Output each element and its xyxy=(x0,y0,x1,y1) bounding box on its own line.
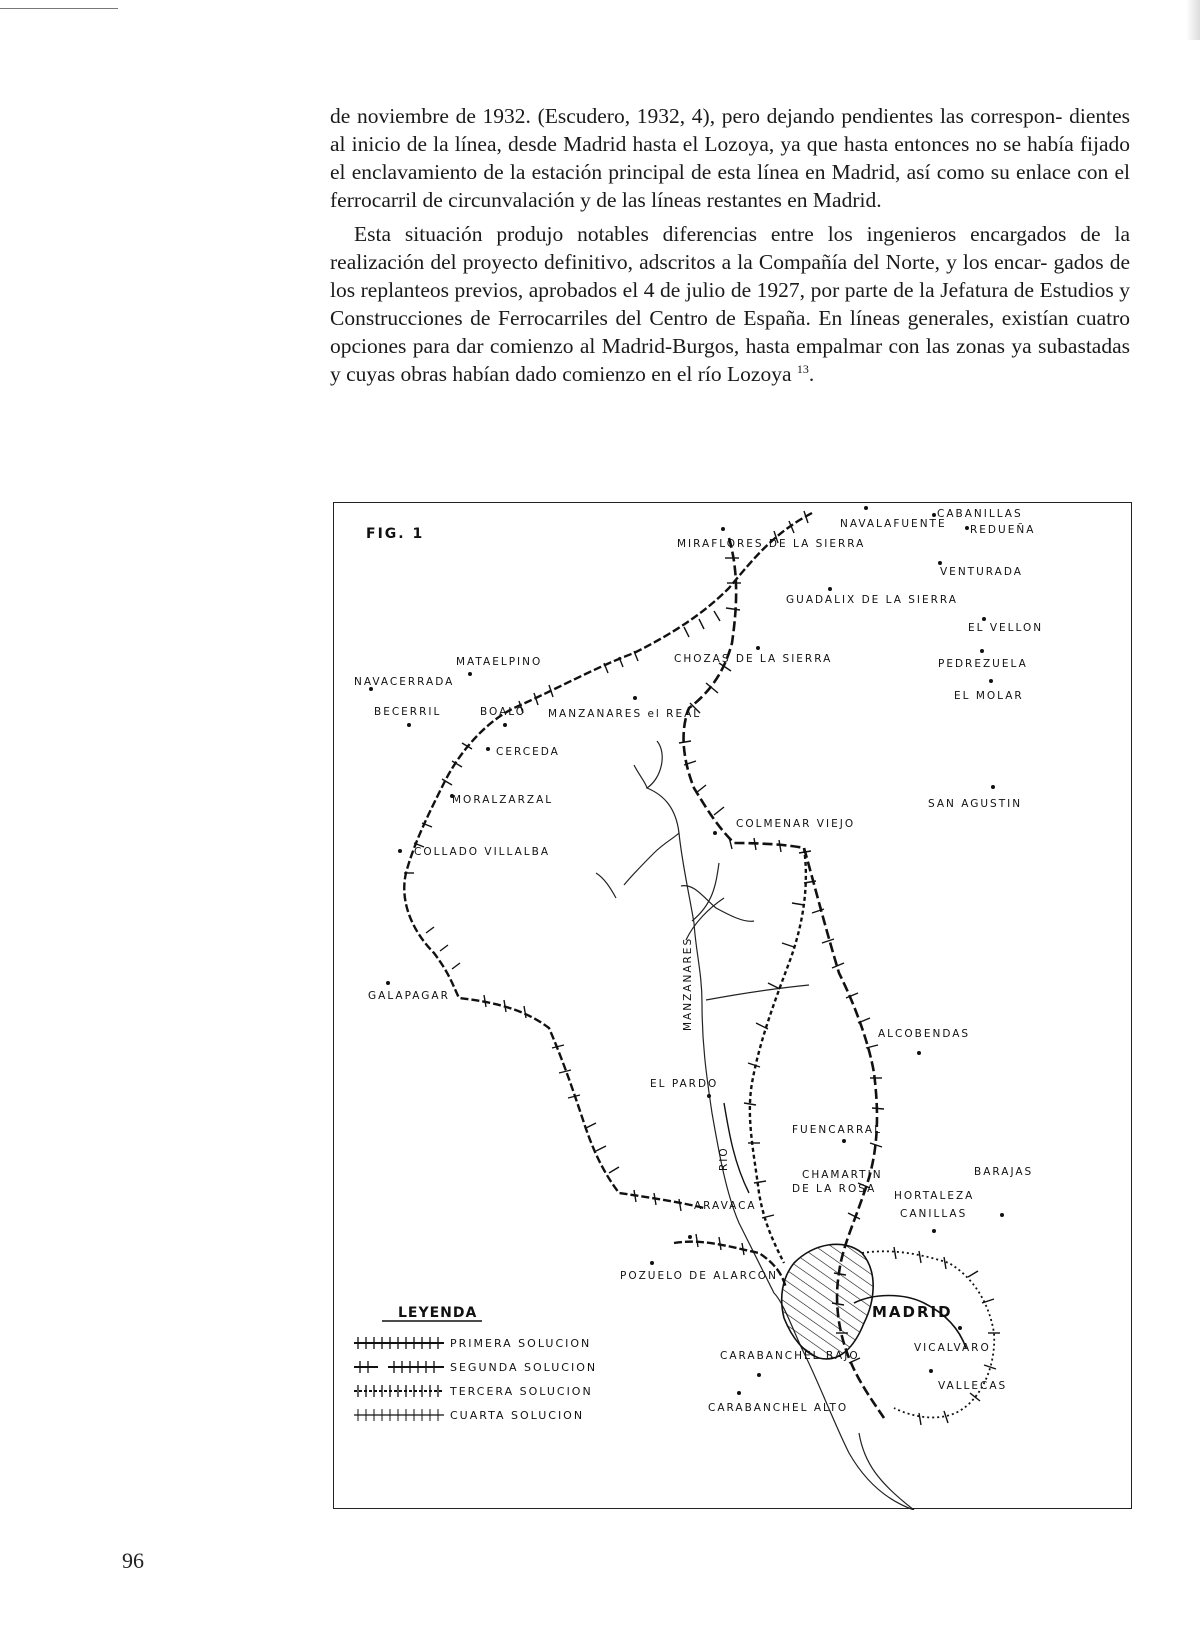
place-moralzarzal: MORALZARZAL xyxy=(452,794,554,806)
legend-label-primera: PRIMERA SOLUCION xyxy=(450,1337,592,1350)
place-navalafuente: NAVALAFUENTE xyxy=(840,518,947,530)
footnote-ref[interactable]: 13 xyxy=(796,361,809,376)
place-canillas: CANILLAS xyxy=(900,1208,968,1220)
place-mataelpino: MATAELPINO xyxy=(456,656,543,668)
railway-map xyxy=(334,503,1133,1510)
place-venturada: VENTURADA xyxy=(940,566,1023,578)
paragraph-2-end: . xyxy=(808,362,815,386)
paragraph-1: de noviembre de 1932. (Escudero, 1932, 4), pero dejando pendientes las correspon- dientes al inicio de la línea, desde Madrid hasta el Lozoya, ya que hasta entonces no se había fijado el enclavamiento de la estación principal de esta línea en Madrid, así como su enlace con el ferrocarril de circunvalación y de las líneas restantes en Madrid. xyxy=(330,104,1130,212)
place-san-agustin: SAN AGUSTIN xyxy=(928,798,1023,810)
river-label-rio: RIO xyxy=(718,1146,730,1171)
place-chozas: CHOZAS DE LA SIERRA xyxy=(674,653,833,665)
place-manzanares-el-real: MANZANARES el REAL xyxy=(548,708,702,720)
place-chamartin: CHAMARTIN xyxy=(802,1169,883,1181)
page-number: 96 xyxy=(122,1548,144,1573)
place-cerceda: CERCEDA xyxy=(496,746,560,758)
legend-item-primera xyxy=(354,1337,591,1350)
place-boalo: BOALO xyxy=(480,706,527,718)
paragraph-2-text: Esta situación produjo notables diferencias entre los ingenieros encargados de la realización del proyecto definitivo, adscritos a la Compañía del Norte, y los encar- gados de los replanteos previos, aprobados el 4 de julio de 1927, por parte de la Jefatura de Estudios y Construcciones de Ferrocarriles del Centro de España. En líneas generales, existían cuatro opciones para dar comienzo al Madrid-Burgos, hasta empalmar con las zonas ya subastadas y cuyas obras habían dado comienzo en el río Lozoya xyxy=(330,222,1130,386)
legend-item-cuarta xyxy=(354,1409,584,1422)
place-guadalix: GUADALIX DE LA SIERRA xyxy=(786,594,958,606)
body-text xyxy=(330,102,1130,394)
place-madrid: MADRID xyxy=(872,1303,953,1321)
place-aravaca: ARAVACA xyxy=(694,1200,757,1212)
paragraph-2 xyxy=(330,220,1130,388)
legend-item-segunda xyxy=(354,1361,597,1374)
place-cabanillas: CABANILLAS xyxy=(937,508,1023,520)
legend-label-cuarta: CUARTA SOLUCION xyxy=(450,1409,585,1422)
legend-title: LEYENDA xyxy=(398,1305,478,1321)
figure-title: FIG. 1 xyxy=(366,526,425,542)
legend-label-segunda: SEGUNDA SOLUCION xyxy=(450,1361,598,1374)
place-miraflores: MIRAFLORES DE LA SIERRA xyxy=(677,538,866,550)
place-el-vellon: EL VELLON xyxy=(968,622,1044,634)
place-alcobendas: ALCOBENDAS xyxy=(878,1028,971,1040)
legend-item-tercera xyxy=(354,1385,593,1398)
madrid-urban-area xyxy=(782,1244,873,1359)
place-barajas: BARAJAS xyxy=(974,1166,1034,1178)
place-colmenar-viejo: COLMENAR VIEJO xyxy=(736,818,856,830)
railway-ties xyxy=(404,511,1000,1425)
place-de-la-rosa: DE LA ROSA xyxy=(792,1183,877,1195)
figure-map xyxy=(333,502,1132,1509)
place-pozuelo: POZUELO DE ALARCON xyxy=(620,1270,778,1282)
place-vallecas: VALLECAS xyxy=(938,1380,1008,1392)
place-el-pardo: EL PARDO xyxy=(650,1078,719,1090)
place-becerril: BECERRIL xyxy=(374,706,442,718)
place-galapagar: GALAPAGAR xyxy=(368,990,450,1002)
place-el-molar: EL MOLAR xyxy=(954,690,1024,702)
place-hortaleza: HORTALEZA xyxy=(894,1190,975,1202)
place-pedrezuela: PEDREZUELA xyxy=(938,658,1028,670)
top-rule xyxy=(0,8,118,9)
legend xyxy=(354,1305,597,1422)
legend-label-tercera: TERCERA SOLUCION xyxy=(450,1385,593,1398)
place-reduena: REDUEÑA xyxy=(970,524,1036,536)
place-carabanchel-alto: CARABANCHEL ALTO xyxy=(708,1402,849,1414)
place-collado-villalba: COLLADO VILLALBA xyxy=(414,846,551,858)
page-edge-shadow xyxy=(1186,0,1200,40)
river-label-manzanares: MANZANARES xyxy=(682,936,694,1031)
place-fuencarral: FUENCARRAL xyxy=(792,1124,882,1136)
place-carabanchel-bajo: CARABANCHEL BAJO xyxy=(720,1350,860,1362)
place-vicalvaro: VICALVARO xyxy=(914,1342,991,1354)
place-navacerrada: NAVACERRADA xyxy=(354,676,455,688)
